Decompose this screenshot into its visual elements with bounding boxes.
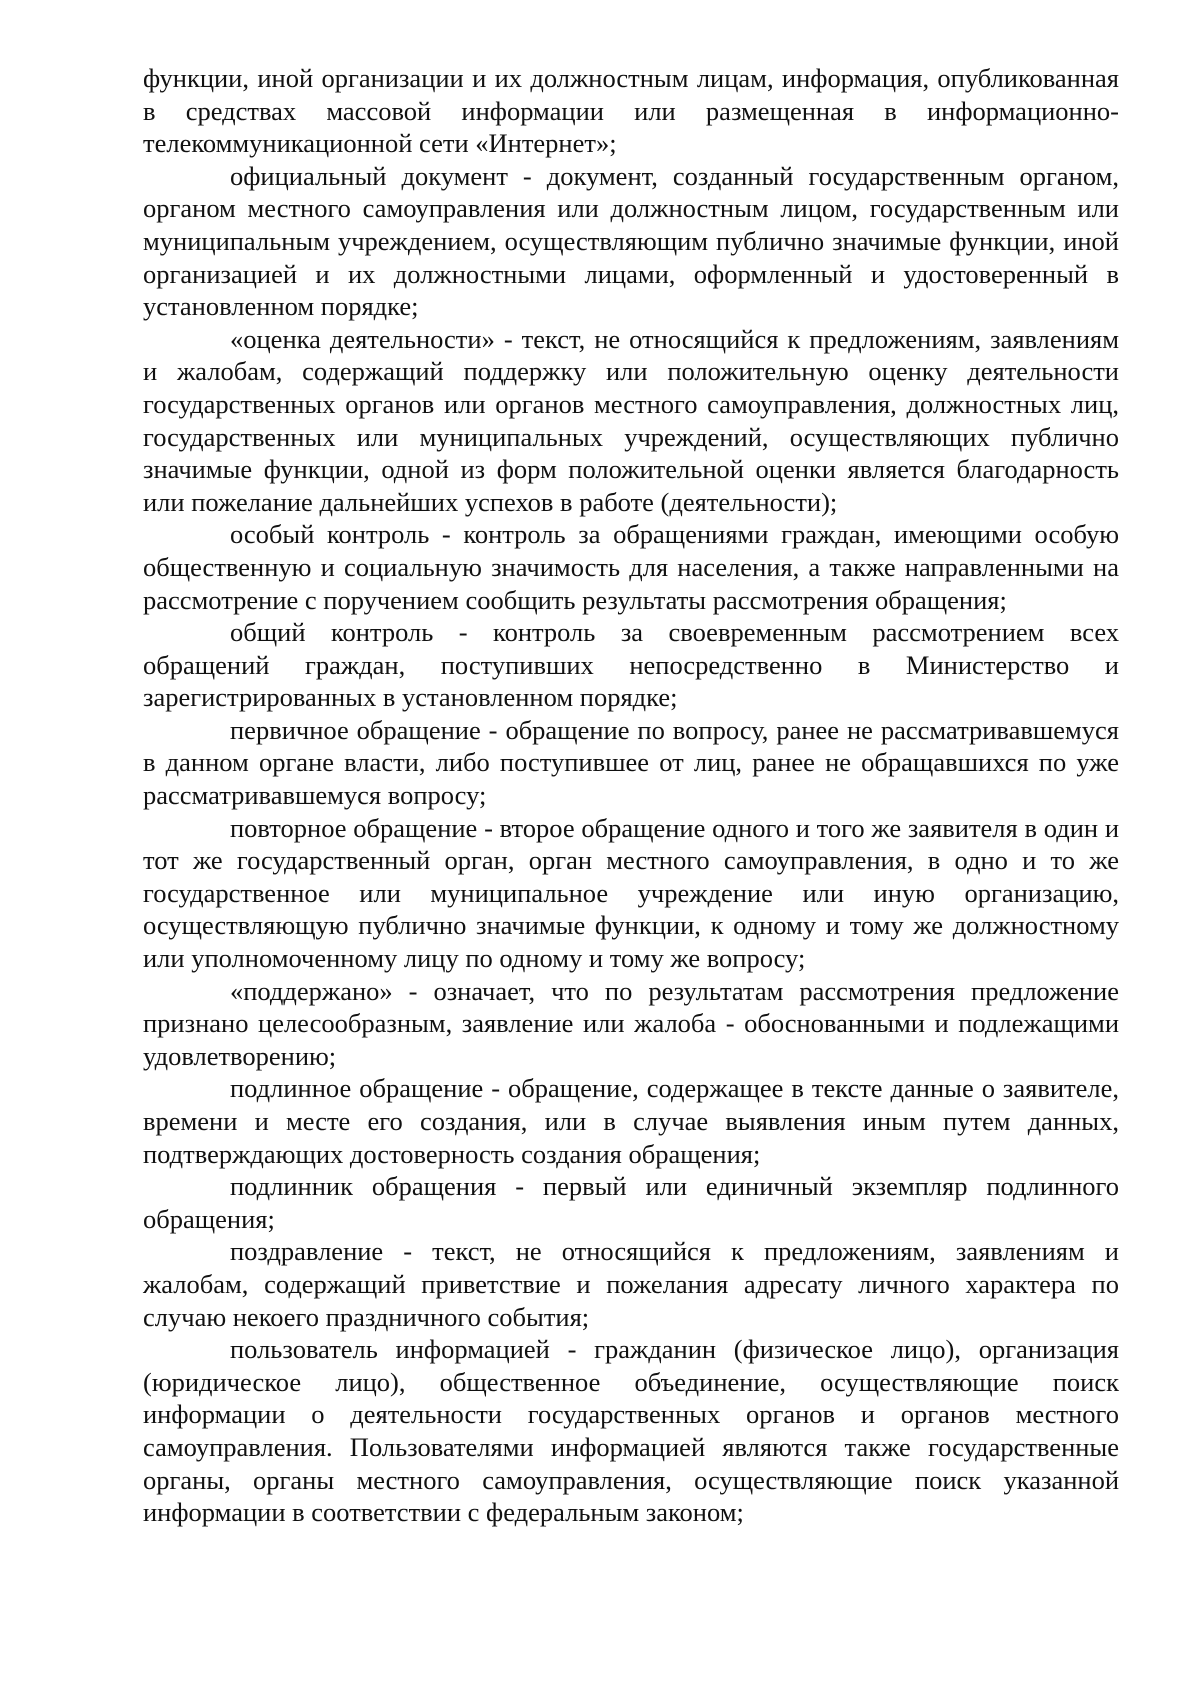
paragraph-original-appeal: подлинник обращения - первый или единичный экземпляр подлинного обращения; bbox=[143, 1171, 1119, 1234]
document-page bbox=[143, 62, 1119, 1529]
paragraph-supported: «поддержано» - означает, что по результатам рассмотрения предложение признано целесообразным, заявление или жалоба - обоснованными и подлежащими удовлетворению; bbox=[143, 975, 1119, 1071]
paragraph-continuation: функции, иной организации и их должностным лицам, информация, опубликованная в средствах массовой информации или размещенная в информационно-телекоммуникационной сети «Интернет»; bbox=[143, 63, 1119, 159]
paragraph-authentic-appeal: подлинное обращение - обращение, содержащее в тексте данные о заявителе, времени и месте его создания, или в случае выявления иным путем данных, подтверждающих достоверность создания обращения; bbox=[143, 1073, 1119, 1169]
paragraph-activity-assessment: «оценка деятельности» - текст, не относящийся к предложениям, заявлениям и жалобам, содержащий поддержку или положительную оценку деятельности государственных органов или органов местного самоуправления, должностных лиц, государственных или муниципальных учреждений, осуществляющих публично значимые функции, одной из форм положительной оценки является благодарность или пожелание дальнейших успехов в работе (деятельности); bbox=[143, 323, 1119, 517]
paragraph-information-user: пользователь информацией - гражданин (физическое лицо), организация (юридическое лицо), общественное объединение, осуществляющие поиск информации о деятельности государственных органов и органов местного самоуправления. Пользователями информацией являются также государственные органы, органы местного самоуправления, осуществляющие поиск указанной информации в соответствии с федеральным законом; bbox=[143, 1334, 1119, 1528]
paragraph-official-document: официальный документ - документ, созданный государственным органом, органом местного самоуправления или должностным лицом, государственным или муниципальным учреждением, осуществляющим публично значимые функции, иной организацией и их должностными лицами, оформленный и удостоверенный в установленном порядке; bbox=[143, 160, 1119, 322]
paragraph-special-control: особый контроль - контроль за обращениями граждан, имеющими особую общественную и социальную значимость для населения, а также направленными на рассмотрение с поручением сообщить результаты рассмотрения обращения; bbox=[143, 519, 1119, 615]
paragraph-repeated-appeal: повторное обращение - второе обращение одного и того же заявителя в один и тот же государственный орган, орган местного самоуправления, в одно и то же государственное или муниципальное учреждение или иную организацию, осуществляющую публично значимые функции, к одному и тому же должностному или уполномоченному лицу по одному и тому же вопросу; bbox=[143, 812, 1119, 974]
paragraph-congratulation: поздравление - текст, не относящийся к предложениям, заявлениям и жалобам, содержащий приветствие и пожелания адресату личного характера по случаю некоего праздничного события; bbox=[143, 1236, 1119, 1332]
paragraph-general-control: общий контроль - контроль за своевременным рассмотрением всех обращений граждан, поступивших непосредственно в Министерство и зарегистрированных в установленном порядке; bbox=[143, 617, 1119, 713]
paragraph-primary-appeal: первичное обращение - обращение по вопросу, ранее не рассматривавшемуся в данном органе власти, либо поступившее от лиц, ранее не обращавшихся по уже рассматривавшемуся вопросу; bbox=[143, 714, 1119, 811]
